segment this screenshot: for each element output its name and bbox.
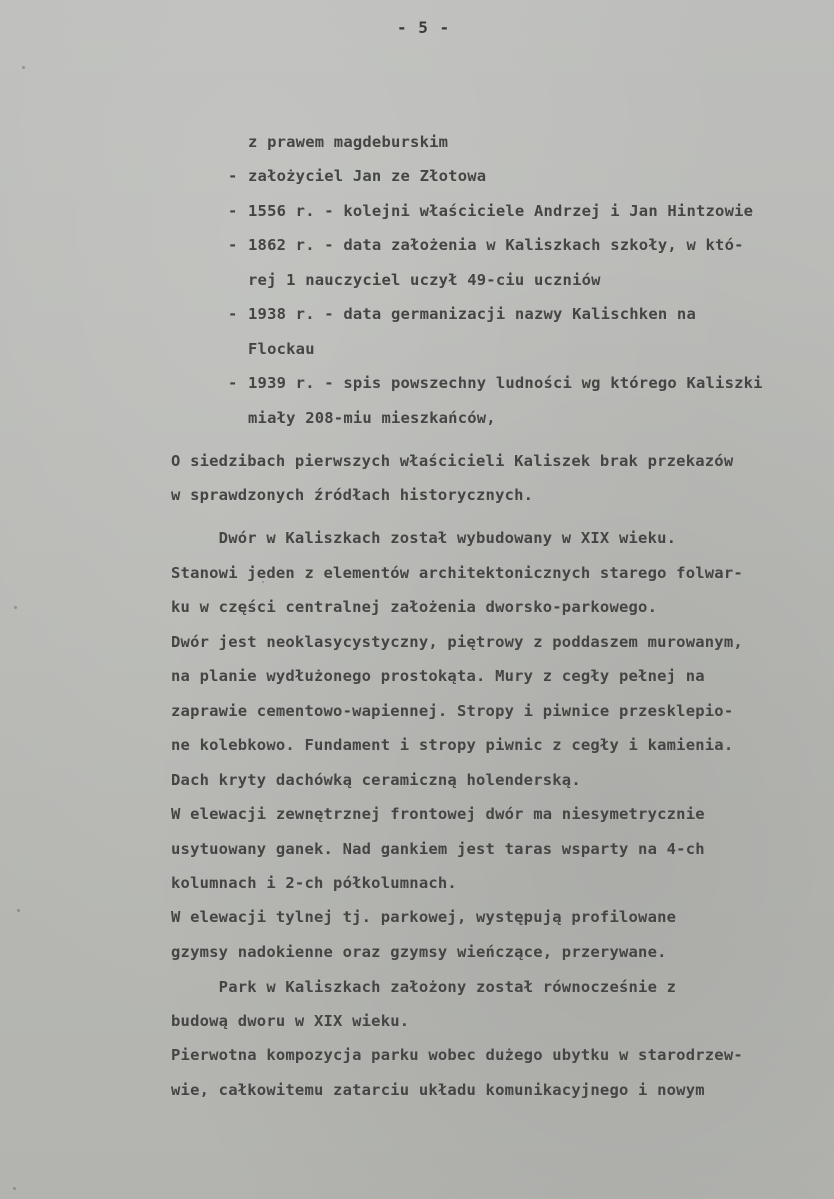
body-text-line: O siedzibach pierwszych właścicieli Kaliszek brak przekazów <box>171 452 734 470</box>
body-text-line: Pierwotna kompozycja parku wobec dużego ubytku w starodrzew- <box>171 1046 743 1064</box>
paper-speck <box>22 66 25 69</box>
list-item-line: miały 208-miu mieszkańców, <box>248 409 496 427</box>
list-item-line: 1862 r. - data założenia w Kaliszkach szkoły, w któ- <box>248 236 744 254</box>
list-bullet-dash: - <box>228 305 238 323</box>
body-text-line: na planie wydłużonego prostokąta. Mury z cegły pełnej na <box>171 667 705 685</box>
list-item-line: z prawem magdeburskim <box>248 133 449 151</box>
body-text-line: wie, całkowitemu zatarciu układu komunikacyjnego i nowym <box>171 1081 705 1099</box>
list-bullet-dash: - <box>228 236 238 254</box>
paper-speck <box>13 1187 16 1190</box>
body-text-line: budową dworu w XIX wieku. <box>171 1012 410 1030</box>
body-text-line: kolumnach i 2-ch półkolumnach. <box>171 874 457 892</box>
body-text-line: Stanowi jeden z elementów architektonicznych starego folwar- <box>171 564 743 582</box>
body-text-line: usytuowany ganek. Nad gankiem jest taras wsparty na 4-ch <box>171 840 705 858</box>
list-bullet-dash: - <box>228 167 238 185</box>
list-item-line: rej 1 nauczyciel uczył 49-ciu uczniów <box>248 271 601 289</box>
body-text-line: Dwór jest neoklasycystyczny, piętrowy z poddaszem murowanym, <box>171 633 743 651</box>
paper-speck <box>14 606 17 609</box>
paper-speck <box>17 909 20 912</box>
list-item-line: założyciel Jan ze Złotowa <box>248 167 487 185</box>
list-item-line: 1938 r. - data germanizacji nazwy Kalischken na <box>248 305 696 323</box>
body-text-line: Dach kryty dachówką ceramiczną holenderską. <box>171 771 581 789</box>
body-text-line: W elewacji zewnętrznej frontowej dwór ma niesymetrycznie <box>171 805 705 823</box>
list-bullet-dash: - <box>228 202 238 220</box>
body-text-line: gzymsy nadokienne oraz gzymsy wieńczące, przerywane. <box>171 943 667 961</box>
body-text-line: ku w części centralnej założenia dworsko-parkowego. <box>171 598 658 616</box>
body-text-line: W elewacji tylnej tj. parkowej, występują profilowane <box>171 908 677 926</box>
list-item-line: 1556 r. - kolejni właściciele Andrzej i Jan Hintzowie <box>248 202 754 220</box>
body-text-line: Park w Kaliszkach założony został równocześnie z <box>171 978 677 996</box>
body-text-line: w sprawdzonych źródłach historycznych. <box>171 486 534 504</box>
body-text-line: zaprawie cementowo-wapiennej. Stropy i piwnice przesklepio- <box>171 702 734 720</box>
list-bullet-dash: - <box>228 374 238 392</box>
page-number: - 5 - <box>397 18 451 37</box>
body-text-line: Dwór w Kaliszkach został wybudowany w XIX wieku. <box>171 529 677 547</box>
body-text-line: ne kolebkowo. Fundament i stropy piwnic z cegły i kamienia. <box>171 736 734 754</box>
list-item-line: Flockau <box>248 340 315 358</box>
list-item-line: 1939 r. - spis powszechny ludności wg którego Kaliszki <box>248 374 763 392</box>
